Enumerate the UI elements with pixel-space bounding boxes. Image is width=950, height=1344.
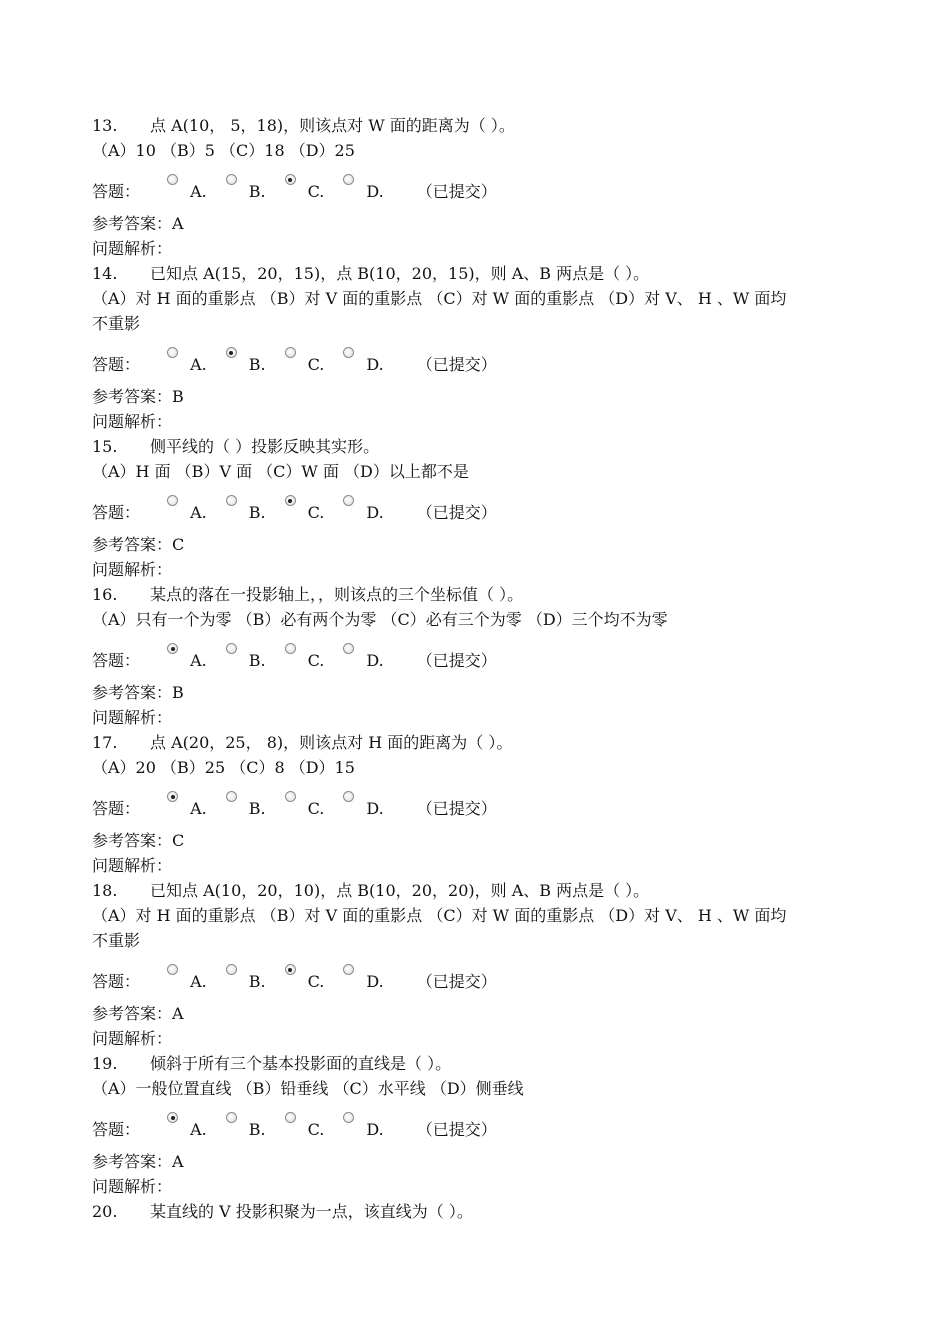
answer-option-b[interactable] [226,1113,266,1147]
question-list [92,113,872,1224]
question-text: 倾斜于所有三个基本投影面的直线是（ ）。 [150,1054,452,1073]
question-number: 13. [92,116,118,135]
answer-row [92,792,872,826]
option-letter: B. [248,1120,266,1139]
radio-button[interactable] [167,1112,178,1123]
option-letter: C. [307,972,325,991]
question-text: 点 A(10， 5，18)，则该点对 W 面的距离为（ ）。 [150,116,515,135]
submitted-status: （已提交） [416,651,497,670]
radio-button[interactable] [226,347,237,358]
answer-option-d[interactable] [343,348,383,382]
submitted-status: （已提交） [416,972,497,991]
question-number: 15. [92,437,118,456]
question-number: 16. [92,585,118,604]
question-stem [92,1199,872,1224]
answer-label: 答题： [92,972,141,991]
radio-button[interactable] [285,1112,296,1123]
question-number: 17. [92,733,118,752]
option-letter: C. [307,182,325,201]
option-letter: A. [190,182,207,201]
answer-option-b[interactable] [226,792,266,826]
reference-answer: 参考答案：C [92,831,185,850]
option-letter: C. [307,799,325,818]
answer-row [92,644,872,678]
question-options: （A）20 （B）25 （C）8 （D）15 [92,758,355,777]
option-letter: D. [366,1120,384,1139]
option-letter: A. [190,355,207,374]
radio-button[interactable] [343,347,354,358]
answer-option-a[interactable] [167,644,207,678]
answer-option-a[interactable] [167,1113,207,1147]
reference-answer: 参考答案：A [92,1004,184,1023]
radio-button[interactable] [167,495,178,506]
option-letter: D. [366,503,384,522]
question [92,730,872,878]
answer-option-b[interactable] [226,175,266,209]
option-letter: D. [366,651,384,670]
option-letter: D. [366,355,384,374]
radio-button[interactable] [285,964,296,975]
question [92,878,872,1051]
radio-button[interactable] [226,964,237,975]
question-stem [92,878,872,903]
answer-option-c[interactable] [285,1113,325,1147]
option-letter: B. [248,503,266,522]
question-options: （A）对 H 面的重影点 （B）对 V 面的重影点 （C）对 W 面的重影点 （D）对 V、 H 、W 面均 [92,289,787,308]
reference-answer: 参考答案：B [92,387,184,406]
question-options: （A）只有一个为零 （B）必有两个为零 （C）必有三个为零 （D）三个均不为零 [92,610,668,629]
option-letter: D. [366,182,384,201]
question [92,582,872,730]
question-text: 某点的落在一投影轴上，，则该点的三个坐标值（ ）。 [150,585,524,604]
option-letter: C. [307,1120,325,1139]
answer-option-a[interactable] [167,175,207,209]
question-number: 18. [92,881,118,900]
answer-row [92,1113,872,1147]
radio-button[interactable] [285,347,296,358]
question-text: 点 A(20，25， 8)，则该点对 H 面的距离为（ ）。 [150,733,513,752]
radio-button[interactable] [285,791,296,802]
answer-option-c[interactable] [285,965,325,999]
answer-option-c[interactable] [285,496,325,530]
question-options: （A）H 面 （B）V 面 （C）W 面 （D）以上都不是 [92,462,469,481]
option-letter: D. [366,972,384,991]
answer-label: 答题： [92,355,141,374]
radio-button[interactable] [226,495,237,506]
option-letter: B. [248,182,266,201]
radio-button[interactable] [343,495,354,506]
question-text: 已知点 A(15，20，15)，点 B(10，20，15)，则 A、B 两点是（ ）。 [150,264,650,283]
radio-button[interactable] [167,643,178,654]
answer-option-c[interactable] [285,348,325,382]
submitted-status: （已提交） [416,799,497,818]
radio-button[interactable] [167,174,178,185]
reference-answer: 参考答案：C [92,535,185,554]
option-letter: B. [248,651,266,670]
answer-option-a[interactable] [167,965,207,999]
answer-option-b[interactable] [226,965,266,999]
question [92,434,872,582]
answer-label: 答题： [92,799,141,818]
question-options-continued: 不重影 [92,931,141,950]
answer-option-c[interactable] [285,792,325,826]
answer-row [92,496,872,530]
answer-option-b[interactable] [226,348,266,382]
question-stem [92,113,872,138]
question-analysis: 问题解析： [92,1177,173,1196]
question [92,113,872,261]
answer-option-a[interactable] [167,496,207,530]
option-letter: A. [190,972,207,991]
answer-option-d[interactable] [343,792,383,826]
question-stem [92,261,872,286]
radio-button[interactable] [343,643,354,654]
submitted-status: （已提交） [416,355,497,374]
answer-option-b[interactable] [226,496,266,530]
answer-row [92,965,872,999]
question-number: 20. [92,1202,118,1221]
submitted-status: （已提交） [416,503,497,522]
question-analysis: 问题解析： [92,856,173,875]
question-stem [92,434,872,459]
answer-option-d[interactable] [343,1113,383,1147]
question-analysis: 问题解析： [92,1029,173,1048]
answer-row [92,175,872,209]
radio-button[interactable] [226,791,237,802]
answer-label: 答题： [92,651,141,670]
radio-button[interactable] [226,1112,237,1123]
question-options: （A）一般位置直线 （B）铅垂线 （C）水平线 （D）侧垂线 [92,1079,524,1098]
option-letter: D. [366,799,384,818]
reference-answer: 参考答案：A [92,214,184,233]
option-letter: A. [190,503,207,522]
question-options: （A）对 H 面的重影点 （B）对 V 面的重影点 （C）对 W 面的重影点 （D）对 V、 H 、W 面均 [92,906,787,925]
answer-option-c[interactable] [285,175,325,209]
option-letter: C. [307,503,325,522]
option-letter: C. [307,355,325,374]
answer-option-a[interactable] [167,348,207,382]
question-analysis: 问题解析： [92,412,173,431]
answer-label: 答题： [92,503,141,522]
question-text: 某直线的 V 投影积聚为一点，该直线为（ ）。 [150,1202,473,1221]
option-letter: A. [190,1120,207,1139]
answer-option-d[interactable] [343,496,383,530]
answer-option-d[interactable] [343,175,383,209]
question-stem [92,1051,872,1076]
question-text: 已知点 A(10，20，10)，点 B(10，20，20)，则 A、B 两点是（ ）。 [150,881,650,900]
question-analysis: 问题解析： [92,708,173,727]
option-letter: C. [307,651,325,670]
option-letter: B. [248,355,266,374]
radio-button[interactable] [285,495,296,506]
option-letter: B. [248,972,266,991]
radio-button[interactable] [285,643,296,654]
question-analysis: 问题解析： [92,560,173,579]
answer-option-b[interactable] [226,644,266,678]
option-letter: A. [190,799,207,818]
radio-button[interactable] [343,1112,354,1123]
radio-button[interactable] [285,174,296,185]
answer-label: 答题： [92,182,141,201]
radio-button[interactable] [167,964,178,975]
answer-option-d[interactable] [343,965,383,999]
question [92,261,872,434]
answer-option-d[interactable] [343,644,383,678]
question-options: （A）10 （B）5 （C）18 （D）25 [92,141,355,160]
radio-button[interactable] [226,174,237,185]
radio-button[interactable] [226,643,237,654]
answer-row [92,348,872,382]
answer-option-a[interactable] [167,792,207,826]
question-text: 侧平线的（ ）投影反映其实形。 [150,437,380,456]
question-stem [92,582,872,607]
radio-button[interactable] [343,791,354,802]
radio-button[interactable] [167,347,178,358]
reference-answer: 参考答案：A [92,1152,184,1171]
question-analysis: 问题解析： [92,239,173,258]
answer-label: 答题： [92,1120,141,1139]
question [92,1051,872,1199]
question-number: 19. [92,1054,118,1073]
radio-button[interactable] [343,964,354,975]
question-stem [92,730,872,755]
reference-answer: 参考答案：B [92,683,184,702]
submitted-status: （已提交） [416,182,497,201]
option-letter: A. [190,651,207,670]
submitted-status: （已提交） [416,1120,497,1139]
question-options-continued: 不重影 [92,314,141,333]
question-number: 14. [92,264,118,283]
radio-button[interactable] [343,174,354,185]
option-letter: B. [248,799,266,818]
answer-option-c[interactable] [285,644,325,678]
radio-button[interactable] [167,791,178,802]
